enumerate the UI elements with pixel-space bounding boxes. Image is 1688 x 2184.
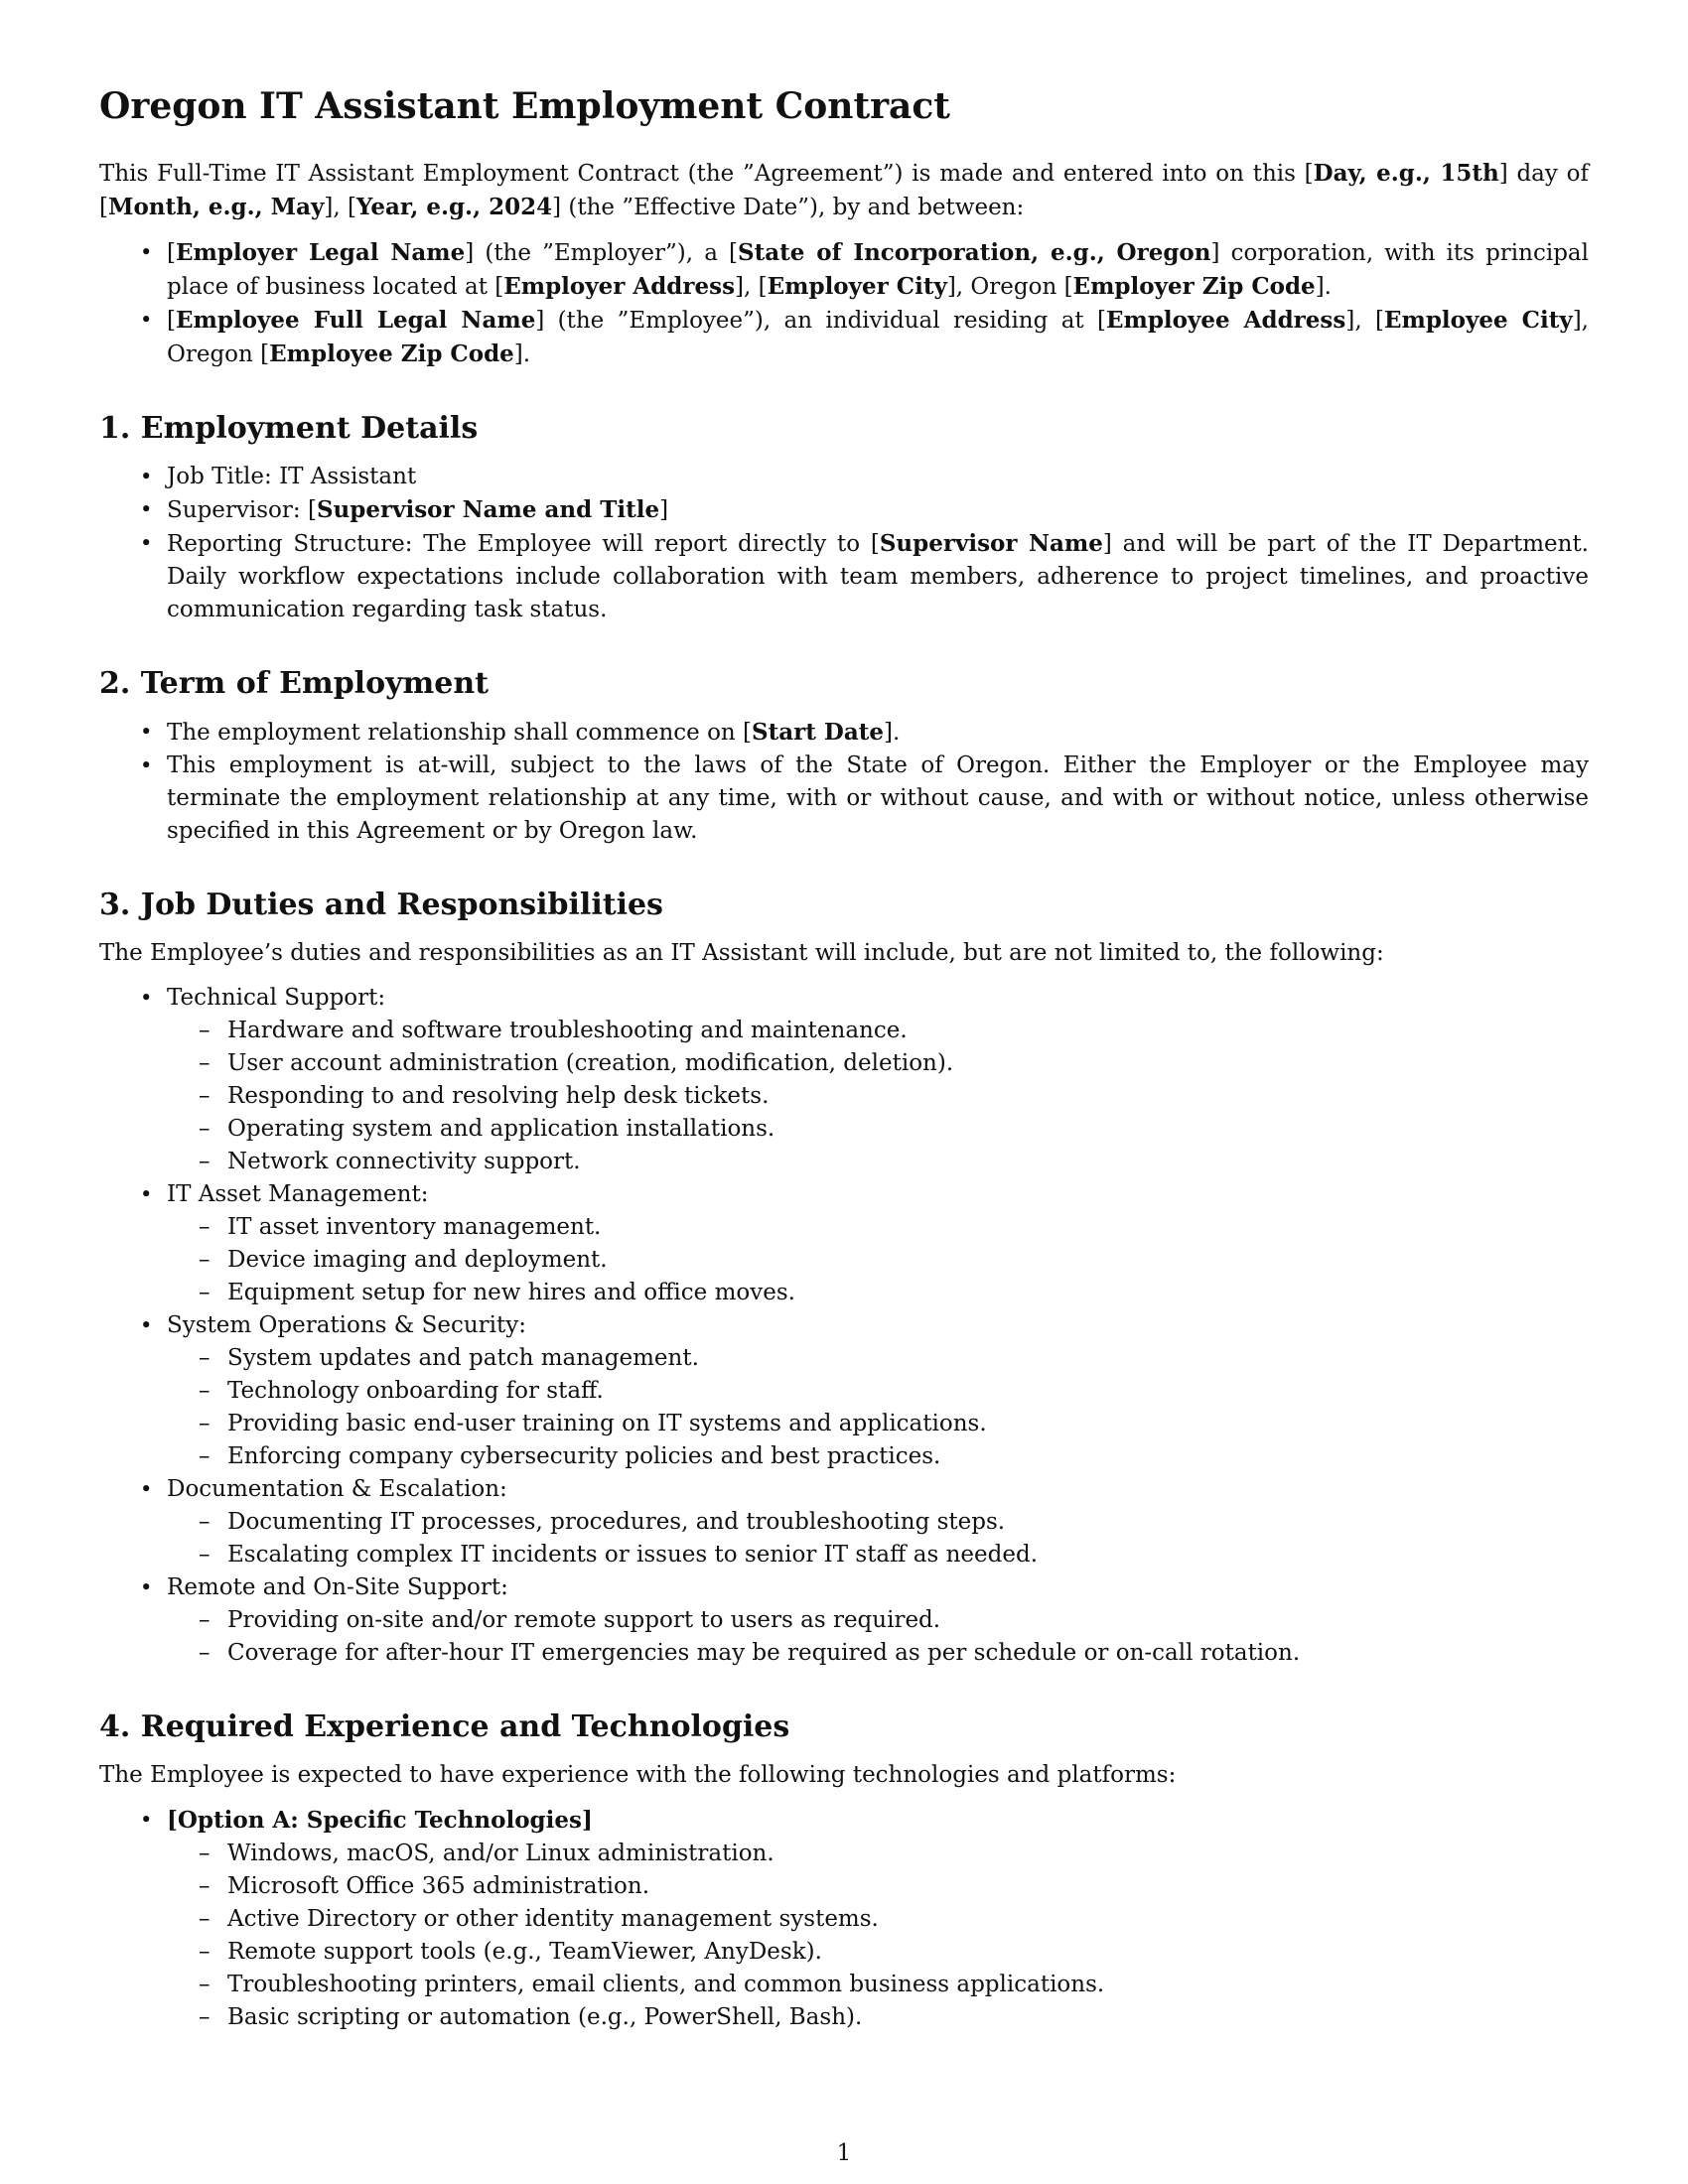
reporting-text-2: ] and will be part of the IT Department. Daily workflow expectations include collaboration with team members, adherence to project timelines, and proactive communication regarding task status. bbox=[167, 531, 1589, 622]
employer-address-placeholder: Employer Address bbox=[503, 273, 736, 300]
duty-item: – Network connectivity support. bbox=[227, 1146, 1589, 1178]
section-1-heading: 1. Employment Details bbox=[99, 411, 479, 446]
duty-item: – Operating system and application installations. bbox=[227, 1113, 1589, 1146]
parties-list bbox=[99, 236, 1589, 371]
employer-text-4: ], [ bbox=[735, 274, 768, 300]
technology-item: – Active Directory or other identity management systems. bbox=[227, 1903, 1589, 1936]
employer-state-placeholder: State of Incorporation, e.g., Oregon bbox=[738, 239, 1211, 266]
intro-text-2: ] day of [ bbox=[99, 161, 1590, 220]
intro-text-1: This Full-Time IT Assistant Employment Contract (the ”Agreement”) is made and entered into on this [ bbox=[99, 161, 1314, 187]
start-date-placeholder: Start Date bbox=[752, 719, 885, 746]
employer-text-6: ]. bbox=[1315, 274, 1332, 300]
contract-page bbox=[99, 85, 1589, 2034]
duty-group bbox=[167, 1571, 1589, 1670]
employer-text-2: ] (the ”Employer”), a [ bbox=[465, 240, 739, 266]
supervisor-placeholder: Supervisor Name and Title bbox=[316, 496, 660, 523]
employer-text-1: [ bbox=[167, 240, 176, 266]
duty-item: – Responding to and resolving help desk tickets. bbox=[227, 1080, 1589, 1113]
section-4-heading: 4. Required Experience and Technologies bbox=[99, 1709, 790, 1744]
employee-party bbox=[167, 304, 1589, 371]
employee-zip-placeholder: Employee Zip Code bbox=[269, 341, 514, 367]
effective-day-placeholder: Day, e.g., 15th bbox=[1313, 160, 1499, 187]
section-3-heading: 3. Job Duties and Responsibilities bbox=[99, 887, 663, 922]
technology-item: – Troubleshooting printers, email clients, and common business applications. bbox=[227, 1969, 1589, 2001]
section-job-duties bbox=[99, 887, 1589, 1670]
duty-group-label: Documentation & Escalation: bbox=[167, 1476, 507, 1502]
duty-item: – Equipment setup for new hires and office moves. bbox=[227, 1277, 1589, 1309]
duty-item: – Hardware and software troubleshooting and maintenance. bbox=[227, 1015, 1589, 1047]
intro-paragraph bbox=[99, 157, 1589, 224]
employer-text-3: ] corporation, with its principal place of business located at [ bbox=[167, 240, 1589, 300]
technology-item: – Microsoft Office 365 administration. bbox=[227, 1870, 1589, 1903]
duty-item: – Providing basic end-user training on IT systems and applications. bbox=[227, 1408, 1589, 1440]
duty-group-label: Technical Support: bbox=[167, 985, 386, 1011]
employer-name-placeholder: Employer Legal Name bbox=[175, 239, 466, 266]
technology-items bbox=[167, 1838, 1589, 2034]
supervisor-prefix: Supervisor: [ bbox=[167, 497, 317, 523]
section-employment-details bbox=[99, 411, 1589, 626]
duty-group-label: Remote and On-Site Support: bbox=[167, 1574, 508, 1600]
duty-item: – Documenting IT processes, procedures, and troubleshooting steps. bbox=[227, 1506, 1589, 1539]
employee-name-placeholder: Employee Full Legal Name bbox=[175, 307, 536, 334]
document-title: Oregon IT Assistant Employment Contract bbox=[99, 85, 950, 127]
employment-details-list bbox=[99, 461, 1589, 626]
technology-item: – Basic scripting or automation (e.g., PowerShell, Bash). bbox=[227, 2001, 1589, 2034]
job-title-item: • Job Title: IT Assistant bbox=[167, 461, 1589, 493]
duty-item: – Coverage for after-hour IT emergencies may be required as per schedule or on-call rotation. bbox=[227, 1637, 1589, 1670]
supervisor-item bbox=[167, 493, 1589, 527]
duty-item: – Escalating complex IT incidents or issues to senior IT staff as needed. bbox=[227, 1539, 1589, 1571]
page-number: 1 bbox=[836, 2140, 852, 2166]
duty-item: – System updates and patch management. bbox=[227, 1342, 1589, 1375]
duty-item: – Providing on-site and/or remote support to users as required. bbox=[227, 1604, 1589, 1637]
duty-items bbox=[167, 1342, 1589, 1473]
employee-text-2: ] (the ”Employee”), an individual residing at [ bbox=[535, 308, 1106, 334]
employee-city-placeholder: Employee City bbox=[1383, 307, 1573, 334]
duty-group bbox=[167, 1309, 1589, 1473]
employee-text-1: [ bbox=[167, 308, 176, 334]
employee-text-4: ], Oregon [ bbox=[167, 308, 1589, 367]
option-a-label: [Option A: Specific Technologies] bbox=[167, 1807, 593, 1834]
technology-item: – Remote support tools (e.g., TeamViewer, AnyDesk). bbox=[227, 1936, 1589, 1969]
duty-item: – Technology onboarding for staff. bbox=[227, 1375, 1589, 1408]
term-list bbox=[99, 716, 1589, 848]
supervisor-suffix: ] bbox=[659, 497, 669, 523]
start-date-item bbox=[167, 716, 1589, 750]
effective-year-placeholder: Year, e.g., 2024 bbox=[355, 194, 553, 220]
experience-list bbox=[99, 1804, 1589, 2034]
section-required-experience bbox=[99, 1709, 1589, 2034]
duty-group bbox=[167, 982, 1589, 1178]
reporting-supervisor-placeholder: Supervisor Name bbox=[879, 530, 1103, 557]
effective-month-placeholder: Month, e.g., May bbox=[107, 194, 325, 220]
employer-zip-placeholder: Employer Zip Code bbox=[1072, 273, 1316, 300]
intro-text-3: ], [ bbox=[324, 195, 356, 220]
duty-item: – Enforcing company cybersecurity policies and best practices. bbox=[227, 1440, 1589, 1473]
at-will-item: • This employment is at-will, subject to the laws of the State of Oregon. Either the Employer or the Employee may terminate the employment relationship at any time, with or without cause, and with or without notice, unless otherwise specified in this Agreement or by Oregon law. bbox=[167, 750, 1589, 848]
duty-group bbox=[167, 1178, 1589, 1309]
duty-items bbox=[167, 1604, 1589, 1670]
employer-city-placeholder: Employer City bbox=[767, 273, 947, 300]
technology-item: – Windows, macOS, and/or Linux administration. bbox=[227, 1838, 1589, 1870]
employee-text-5: ]. bbox=[513, 341, 531, 367]
duty-group-label: System Operations & Security: bbox=[167, 1312, 526, 1338]
duty-items bbox=[167, 1211, 1589, 1309]
reporting-text-1: Reporting Structure: The Employee will report directly to [ bbox=[167, 531, 880, 557]
start-text-2: ]. bbox=[884, 720, 901, 746]
employer-text-5: ], Oregon [ bbox=[946, 274, 1073, 300]
duty-group bbox=[167, 1473, 1589, 1571]
experience-intro: The Employee is expected to have experience with the following technologies and platforms: bbox=[99, 1762, 1177, 1788]
section-2-heading: 2. Term of Employment bbox=[99, 666, 490, 701]
employee-address-placeholder: Employee Address bbox=[1105, 307, 1346, 334]
duty-group-label: IT Asset Management: bbox=[167, 1181, 429, 1207]
start-text-1: The employment relationship shall commence on [ bbox=[167, 720, 753, 746]
duty-items bbox=[167, 1506, 1589, 1571]
reporting-structure-item bbox=[167, 527, 1589, 626]
employee-text-3: ], [ bbox=[1345, 308, 1384, 334]
employer-party bbox=[167, 236, 1589, 304]
duty-item: – Device imaging and deployment. bbox=[227, 1244, 1589, 1277]
section-term-of-employment bbox=[99, 666, 1589, 848]
duties-intro: The Employee’s duties and responsibilities as an IT Assistant will include, but are not limited to, the following: bbox=[99, 940, 1384, 966]
option-a-group bbox=[167, 1804, 1589, 2034]
duties-list bbox=[99, 982, 1589, 1670]
duty-item: – IT asset inventory management. bbox=[227, 1211, 1589, 1244]
duty-items bbox=[167, 1015, 1589, 1178]
intro-text-4: ] (the ”Effective Date”), by and between: bbox=[552, 195, 1025, 220]
duty-item: – User account administration (creation, modification, deletion). bbox=[227, 1047, 1589, 1080]
